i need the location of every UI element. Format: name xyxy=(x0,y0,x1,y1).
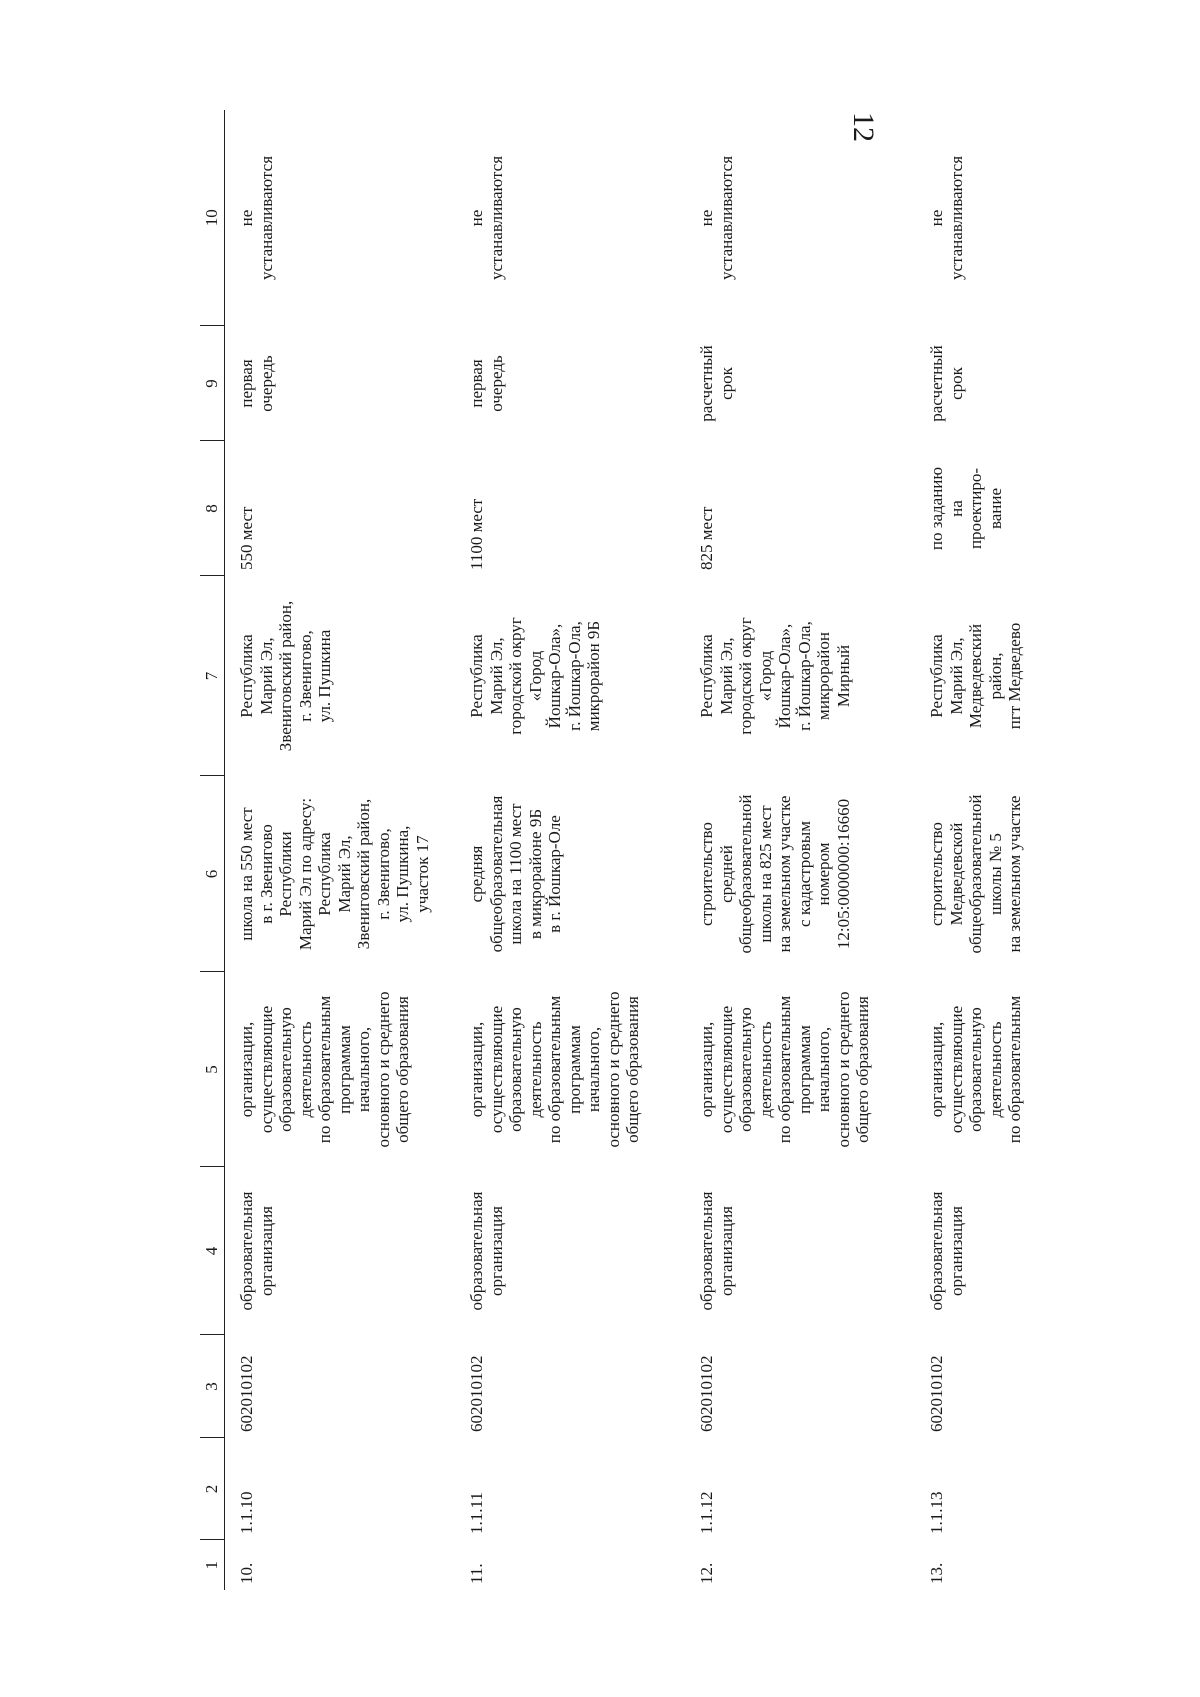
row-classifier: 602010102 xyxy=(697,1355,716,1432)
column-number-header-row xyxy=(200,110,225,1590)
row-number: 13. xyxy=(927,1562,946,1584)
row-capacity: 550 мест xyxy=(237,506,256,570)
rotated-page-content xyxy=(200,110,1025,1590)
column-number: 1 xyxy=(200,1540,225,1590)
row-purpose: организации, осуществляющие образовательную деятельность по образовательным xyxy=(927,995,1025,1144)
row-type: образовательная организация xyxy=(697,1191,736,1311)
row-name: школа на 550 мест в г. Звенигово Республики Марий Эл по адресу: Республика Марий Эл, Звениговский район, г. Звенигово, ул. Пушкина, участок 17 xyxy=(237,797,432,951)
row-code: 1.1.11 xyxy=(467,1492,486,1534)
row-type: образовательная организация xyxy=(927,1191,966,1311)
row-capacity: 825 мест xyxy=(697,506,716,570)
column-number: 7 xyxy=(200,576,225,776)
table-row xyxy=(685,110,915,1590)
column-number: 2 xyxy=(200,1438,225,1540)
row-type: образовательная организация xyxy=(237,1191,276,1311)
row-classifier: 602010102 xyxy=(927,1355,946,1432)
row-code: 1.1.10 xyxy=(237,1491,256,1534)
row-term: первая очередь xyxy=(467,355,506,412)
row-name: строительство средней общеобразовательной школы на 825 мест на земельном участке с кадастровым номером 12:05:0000000:16660 xyxy=(697,794,853,954)
row-number: 10. xyxy=(237,1562,256,1584)
row-name: средняя общеобразовательная школа на 1100 мест в микрорайоне 9Б в г. Йошкар-Оле xyxy=(467,795,565,953)
row-code: 1.1.13 xyxy=(927,1491,946,1534)
row-classifier: 602010102 xyxy=(237,1355,256,1432)
row-purpose: организации, осуществляющие образовательную деятельность по образовательным программам начального, основного и среднего общего образования xyxy=(237,991,413,1148)
page-number: 12 xyxy=(847,112,880,142)
row-name: строительство Медведевской общеобразовательной школы № 5 на земельном участке xyxy=(927,794,1025,954)
row-number: 11. xyxy=(467,1563,486,1584)
column-number: 5 xyxy=(200,972,225,1167)
table-row xyxy=(225,110,456,1590)
column-number: 8 xyxy=(200,441,225,576)
row-classifier: 602010102 xyxy=(467,1355,486,1432)
column-number: 6 xyxy=(200,776,225,972)
row-term: расчетный срок xyxy=(927,345,966,422)
row-term: расчетный срок xyxy=(697,345,736,422)
column-number: 3 xyxy=(200,1335,225,1438)
row-number: 12. xyxy=(697,1562,716,1584)
row-purpose: организации, осуществляющие образовательную деятельность по образовательным программам начального, основного и среднего общего образования xyxy=(467,991,643,1148)
column-number: 4 xyxy=(200,1167,225,1335)
row-location: Республика Марий Эл, Звениговский район, г. Звенигово, ул. Пушкина xyxy=(237,600,335,752)
row-location: Республика Марий Эл, городской округ «Город Йошкар-Ола», г. Йошкар-Ола, микрорайон Мирный xyxy=(697,617,853,735)
column-number: 9 xyxy=(200,326,225,441)
column-number: 10 xyxy=(200,110,225,326)
row-type: образовательная организация xyxy=(467,1191,506,1311)
row-term: первая очередь xyxy=(237,355,276,412)
row-capacity: по заданию на проектиро- вание xyxy=(927,466,1005,551)
row-location: Республика Марий Эл, городской округ «Город Йошкар-Ола», г. Йошкар-Ола, микрорайон 9Б xyxy=(467,617,604,735)
table-row xyxy=(915,110,1087,1590)
row-zones: не устанавливаются xyxy=(927,155,966,281)
table-row xyxy=(455,110,685,1590)
row-location: Республика Марий Эл, Медведевский район, пгт Медведево xyxy=(927,622,1025,730)
objects-table xyxy=(200,110,1087,1590)
row-zones: не устанавливаются xyxy=(697,155,736,281)
row-zones: не устанавливаются xyxy=(237,155,276,281)
row-zones: не устанавливаются xyxy=(467,155,506,281)
row-purpose: организации, осуществляющие образовательную деятельность по образовательным программам начального, основного и среднего общего образования xyxy=(697,991,873,1148)
row-code: 1.1.12 xyxy=(697,1491,716,1534)
row-capacity: 1100 мест xyxy=(467,498,486,570)
